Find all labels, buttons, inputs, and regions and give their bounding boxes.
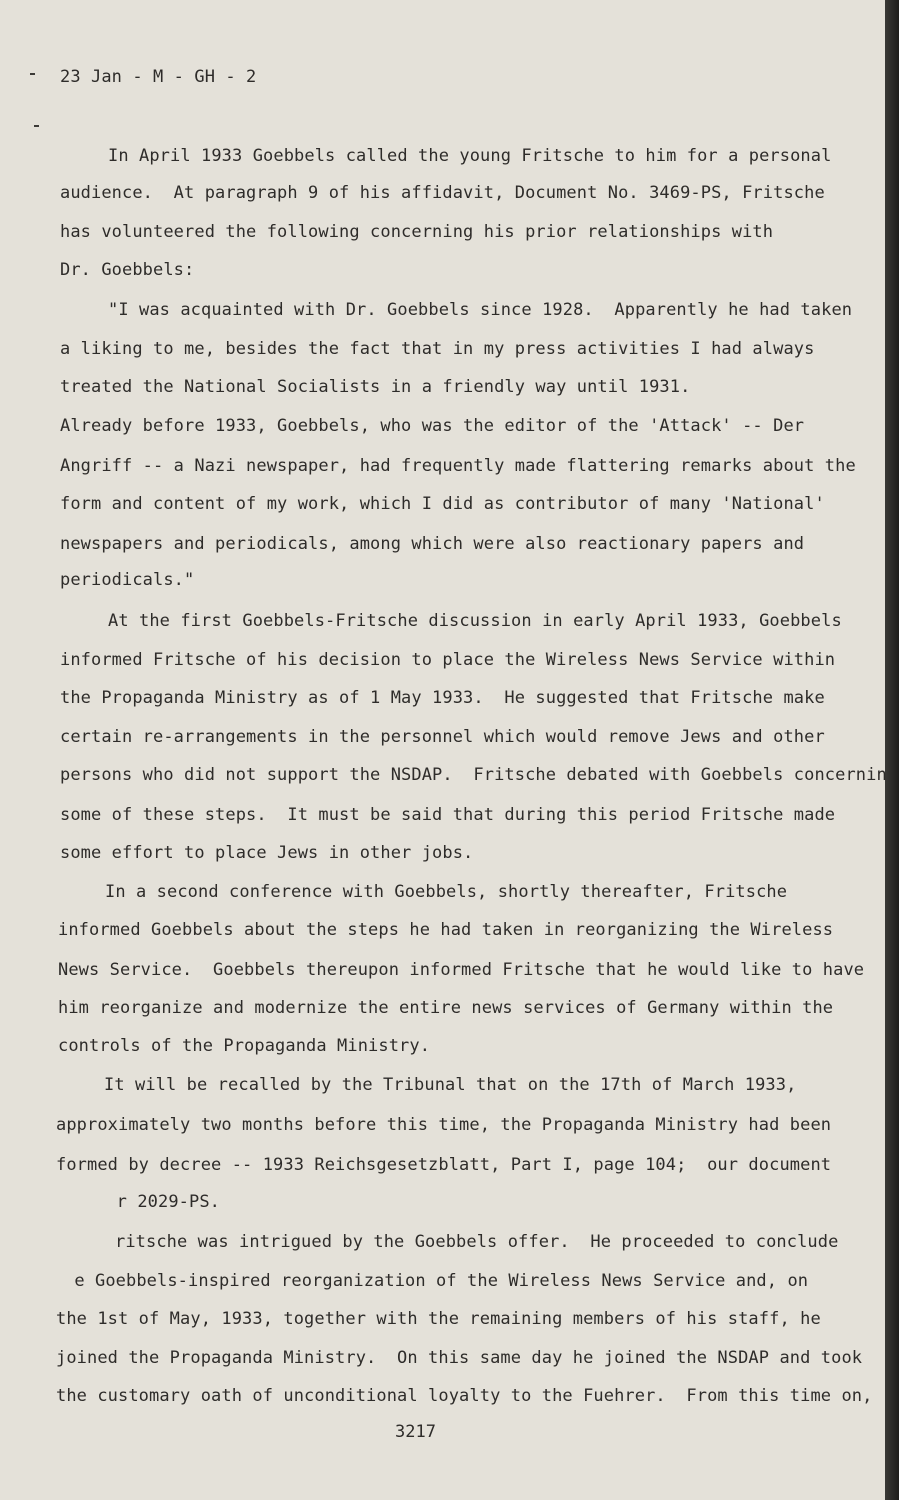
quote-line: Already before 1933, Goebbels, who was the editor of the 'Attack' -- Der [60,416,805,436]
quote-line: newspapers and periodicals, among which were also reactionary papers and [60,534,805,554]
paragraph-line: has volunteered the following concerning his prior relationships with [60,222,774,242]
paragraph-line: Dr. Goebbels: [60,260,195,280]
paragraph-line: the customary oath of unconditional loyalty to the Fuehrer. From this time on, [56,1386,873,1406]
paragraph-line: some effort to place Jews in other jobs. [60,843,474,863]
paragraph-line: e Goebbels-inspired reorganization of the Wireless News Service and, on [64,1271,809,1291]
paragraph-line: In April 1933 Goebbels called the young Fritsche to him for a personal [108,146,832,166]
paragraph-line: some of these steps. It must be said that during this period Fritsche made [60,805,836,825]
paragraph-line: informed Goebbels about the steps he had taken in reorganizing the Wireless [58,920,834,940]
quote-line: form and content of my work, which I did as contributor of many 'National' [60,494,825,514]
quote-line: treated the National Socialists in a friendly way until 1931. [60,377,691,397]
paragraph-line: the 1st of May, 1933, together with the remaining members of his staff, he [56,1309,821,1329]
paragraph-line: informed Fritsche of his decision to place the Wireless News Service within [60,650,836,670]
margin-mark [34,125,39,127]
quote-line: Angriff -- a Nazi newspaper, had frequently made flattering remarks about the [60,456,856,476]
paragraph-line: certain re-arrangements in the personnel which would remove Jews and other [60,727,825,747]
paragraph-line: ritsche was intrigued by the Goebbels offer. He proceeded to conclude [115,1232,839,1252]
paragraph-line: controls of the Propaganda Ministry. [58,1036,431,1056]
quote-line: a liking to me, besides the fact that in my press activities I had always [60,339,815,359]
paragraph-line: In a second conference with Goebbels, shortly thereafter, Fritsche [105,882,788,902]
paragraph-line: the Propaganda Ministry as of 1 May 1933. He suggested that Fritsche make [60,688,825,708]
paragraph-line: r 2029-PS. [96,1192,221,1212]
quote-line: periodicals." [60,570,195,590]
paragraph-line: News Service. Goebbels thereupon informed Fritsche that he would like to have [58,960,865,980]
page-header: 23 Jan - M - GH - 2 [60,67,257,87]
paragraph-line: him reorganize and modernize the entire news services of Germany within the [58,998,834,1018]
page-number: 3217 [395,1422,436,1442]
quote-line: "I was acquainted with Dr. Goebbels since 1928. Apparently he had taken [108,300,853,320]
paragraph-line: formed by decree -- 1933 Reichsgesetzblatt, Part I, page 104; our document [56,1155,832,1175]
paragraph-line: At the first Goebbels-Fritsche discussion in early April 1933, Goebbels [108,611,842,631]
paragraph-line: audience. At paragraph 9 of his affidavit, Document No. 3469-PS, Fritsche [60,183,825,203]
paragraph-line: approximately two months before this time, the Propaganda Ministry had been [56,1115,832,1135]
paragraph-line: It will be recalled by the Tribunal that on the 17th of March 1933, [104,1075,797,1095]
page-edge-shadow [885,0,899,1500]
paragraph-line: joined the Propaganda Ministry. On this same day he joined the NSDAP and took [56,1348,863,1368]
margin-mark [30,73,35,75]
paragraph-line: persons who did not support the NSDAP. Fritsche debated with Goebbels concernin [60,765,887,785]
